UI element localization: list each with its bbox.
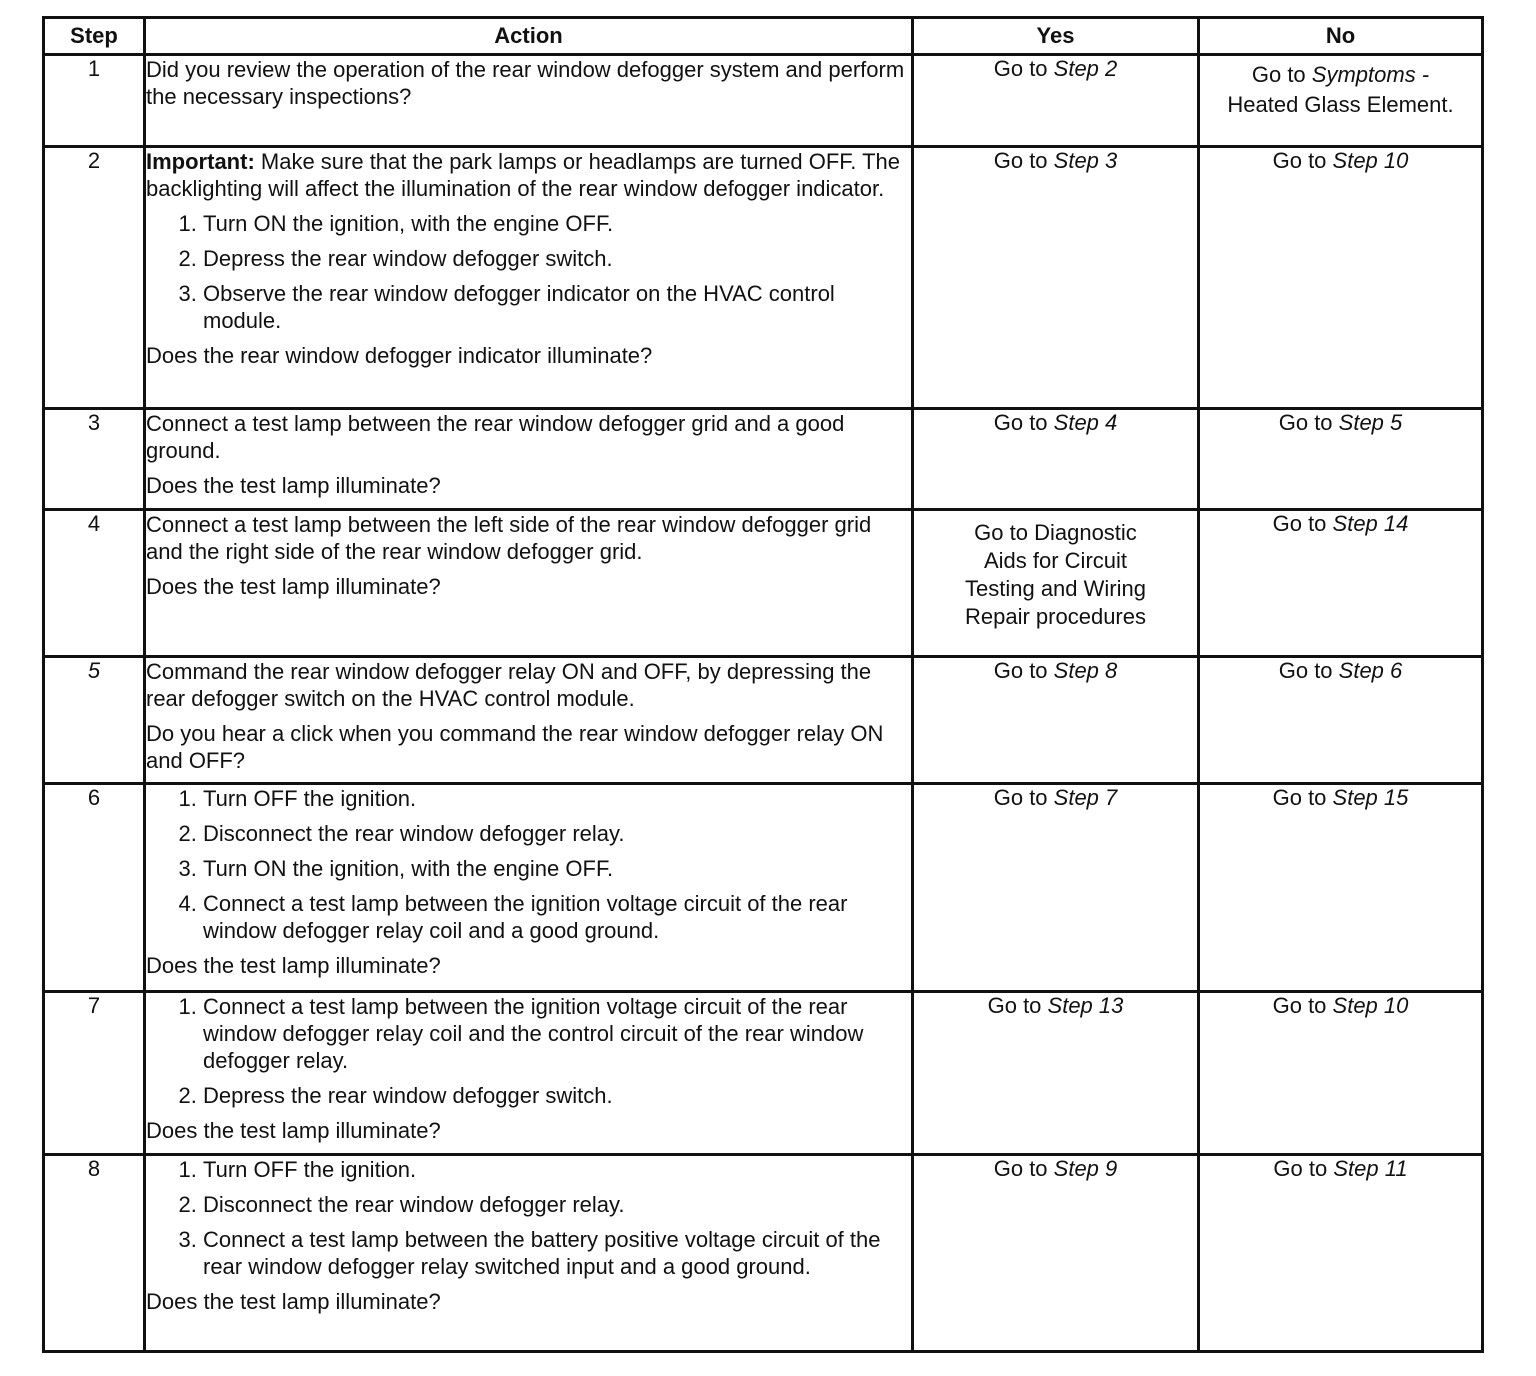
action-question: Does the test lamp illuminate? xyxy=(146,1118,441,1143)
action-question: Does the test lamp illuminate? xyxy=(146,473,441,498)
action-instruction: Connect a test lamp between the left side of the rear window defogger grid and the right side of the rear window defogger grid. xyxy=(146,512,872,564)
procedure-list xyxy=(146,993,911,1109)
step-link: Step 15 xyxy=(1332,785,1409,810)
yes-cell xyxy=(913,510,1199,657)
action-cell xyxy=(145,1155,913,1352)
symptoms-link: Symptoms - xyxy=(1311,62,1430,87)
step-link: Step 5 xyxy=(1338,410,1403,435)
step-number: 1 xyxy=(44,55,145,147)
diagnostic-aids-line: Aids for Circuit xyxy=(983,548,1128,573)
step-link: Step 9 xyxy=(1053,1156,1118,1181)
important-note: Important: Make sure that the park lamps or headlamps are turned OFF. The backlighting will affect the illumination of the rear window defogger indicator. xyxy=(146,149,901,201)
step-link: Step 14 xyxy=(1332,511,1409,536)
important-label: Important: xyxy=(146,149,255,174)
header-step: Step xyxy=(44,18,145,55)
diagnostic-table xyxy=(42,16,1484,1353)
list-item: 3. Turn ON the ignition, with the engine OFF. xyxy=(203,855,911,882)
no-cell: Go to Step 6 xyxy=(1199,657,1483,784)
no-cell: Go to Step 10 xyxy=(1199,992,1483,1155)
step-link: Step 7 xyxy=(1053,785,1118,810)
diagnostic-aids-line: Repair procedures xyxy=(965,604,1146,629)
list-item: 3. Connect a test lamp between the battery positive voltage circuit of the rear window defogger relay switched input and a good ground. xyxy=(203,1226,911,1280)
yes-cell: Go to Step 8 xyxy=(913,657,1199,784)
action-cell xyxy=(145,147,913,409)
table-row xyxy=(44,409,1483,510)
header-yes: Yes xyxy=(913,18,1199,55)
action-question: Does the test lamp illuminate? xyxy=(146,1289,441,1314)
step-link: Step 10 xyxy=(1332,993,1409,1018)
diagnostic-aids-line: Go to Diagnostic xyxy=(974,520,1137,545)
table-row xyxy=(44,992,1483,1155)
no-cell: Go to Step 10 xyxy=(1199,147,1483,409)
step-link: Step 8 xyxy=(1053,658,1118,683)
step-number: 5 xyxy=(44,657,145,784)
list-item: 2. Disconnect the rear window defogger relay. xyxy=(203,1191,911,1218)
action-instruction: Command the rear window defogger relay ON and OFF, by depressing the rear defogger switch on the HVAC control module. xyxy=(146,659,872,711)
action-cell xyxy=(145,992,913,1155)
yes-cell: Go to Step 13 xyxy=(913,992,1199,1155)
no-cell: Go to Step 14 xyxy=(1199,510,1483,657)
no-cell: Go to Symptoms - Heated Glass Element. xyxy=(1199,55,1483,147)
yes-cell: Go to Step 3 xyxy=(913,147,1199,409)
action-question: Does the test lamp illuminate? xyxy=(146,953,441,978)
list-item: 1. Connect a test lamp between the ignition voltage circuit of the rear window defogger relay coil and the control circuit of the rear window defogger relay. xyxy=(203,993,911,1074)
step-number: 7 xyxy=(44,992,145,1155)
yes-cell: Go to Step 9 xyxy=(913,1155,1199,1352)
step-link: Step 2 xyxy=(1053,56,1118,81)
table-row xyxy=(44,147,1483,409)
step-link: Step 11 xyxy=(1333,1156,1408,1181)
action-cell xyxy=(145,55,913,147)
action-question: Does the rear window defogger indicator illuminate? xyxy=(146,343,653,368)
no-cell: Go to Step 15 xyxy=(1199,784,1483,992)
table-row xyxy=(44,510,1483,657)
action-cell xyxy=(145,409,913,510)
table-header-row xyxy=(44,18,1483,55)
step-number: 4 xyxy=(44,510,145,657)
action-cell xyxy=(145,784,913,992)
step-number: 8 xyxy=(44,1155,145,1352)
procedure-list xyxy=(146,785,911,944)
step-link: Step 4 xyxy=(1053,410,1118,435)
action-question: Does the test lamp illuminate? xyxy=(146,574,441,599)
yes-cell: Go to Step 7 xyxy=(913,784,1199,992)
header-action: Action xyxy=(145,18,913,55)
no-cell: Go to Step 5 xyxy=(1199,409,1483,510)
procedure-list xyxy=(146,210,911,334)
table-row xyxy=(44,1155,1483,1352)
list-item: 3. Observe the rear window defogger indicator on the HVAC control module. xyxy=(203,280,911,334)
table-row xyxy=(44,55,1483,147)
list-item: 2. Disconnect the rear window defogger relay. xyxy=(203,820,911,847)
step-link: Step 10 xyxy=(1332,148,1409,173)
diagnostic-aids-line: Testing and Wiring xyxy=(965,576,1146,601)
header-no: No xyxy=(1199,18,1483,55)
table-row xyxy=(44,657,1483,784)
action-instruction: Connect a test lamp between the rear window defogger grid and a good ground. xyxy=(146,411,845,463)
step-link: Step 13 xyxy=(1047,993,1124,1018)
action-cell xyxy=(145,657,913,784)
list-item: 4. Connect a test lamp between the ignition voltage circuit of the rear window defogger relay coil and a good ground. xyxy=(203,890,911,944)
procedure-list xyxy=(146,1156,911,1280)
step-link: Step 3 xyxy=(1053,148,1118,173)
step-number: 3 xyxy=(44,409,145,510)
list-item: 1. Turn OFF the ignition. xyxy=(203,1156,911,1183)
action-question: Do you hear a click when you command the rear window defogger relay ON and OFF? xyxy=(146,721,884,773)
action-cell xyxy=(145,510,913,657)
step-number: 6 xyxy=(44,784,145,992)
step-link: Step 6 xyxy=(1338,658,1403,683)
yes-cell: Go to Step 2 xyxy=(913,55,1199,147)
no-cell: Go to Step 11 xyxy=(1199,1155,1483,1352)
action-question: Did you review the operation of the rear window defogger system and perform the necessary inspections? xyxy=(146,57,905,109)
step-number: 2 xyxy=(44,147,145,409)
table-row xyxy=(44,784,1483,992)
list-item: 1. Turn OFF the ignition. xyxy=(203,785,911,812)
list-item: 2. Depress the rear window defogger switch. xyxy=(203,245,911,272)
list-item: 1. Turn ON the ignition, with the engine OFF. xyxy=(203,210,911,237)
list-item: 2. Depress the rear window defogger switch. xyxy=(203,1082,911,1109)
yes-cell: Go to Step 4 xyxy=(913,409,1199,510)
